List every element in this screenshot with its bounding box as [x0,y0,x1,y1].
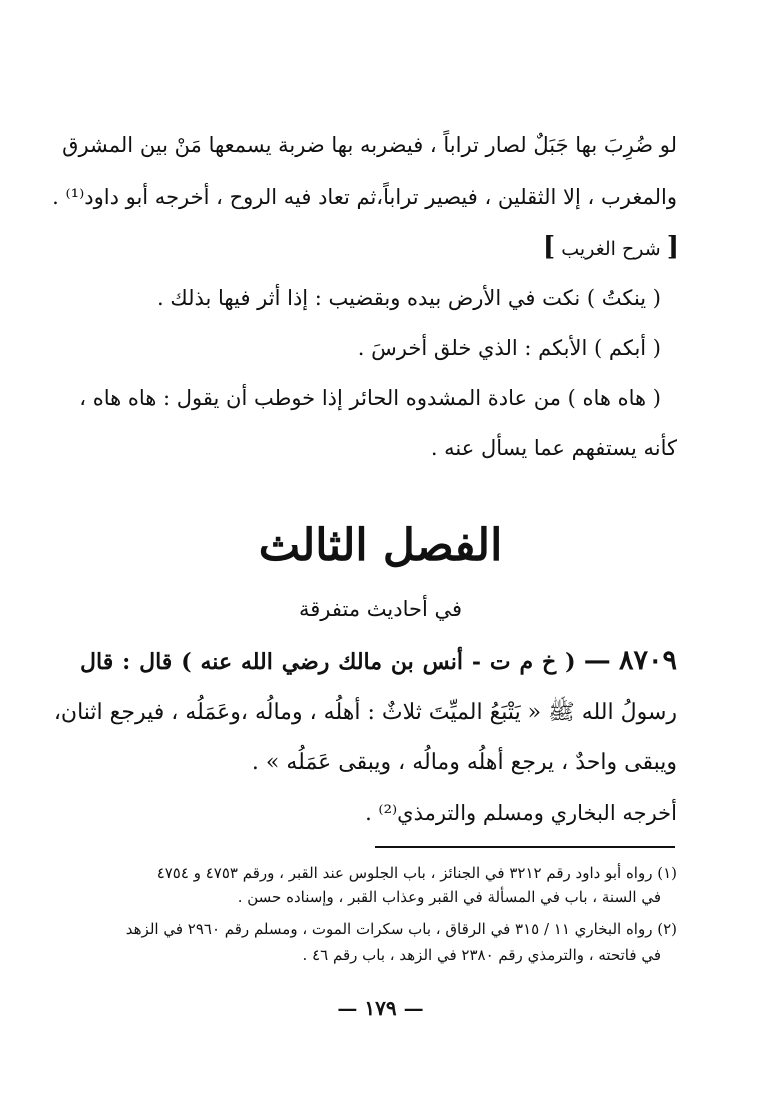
hadith-line-2: رسولُ الله ﷺ « يَتْبَعُ الميِّتَ ثلاثٌ : أهلُه ، ومالُه ،وعَمَلُه ، فيرجع اثنان، [53,700,677,725]
gloss-entry-3: ( هاه هاه ) من عادة المشدوه الحائر إذا خوطب أن يقول : هاه هاه ، [79,386,661,410]
hadith-heading [80,644,677,680]
hadith-number-dash: — [583,645,611,676]
page-number: — ١٧٩ — [337,996,424,1020]
footnote-separator [375,846,675,848]
footnote-1: (١) رواه أبو داود رقم ٣٢١٢ في الجنائز ، باب الجلوس عند القبر ، ورقم ٤٧٥٣ و ٤٧٥٤ [156,864,677,882]
text-line-2: والمغرب ، إلا الثقلين ، فيصير تراباً،ثم تعاد فيه الروح ، أخرجه أبو داود⁽¹⁾ . [52,185,677,209]
gloss-entry-2: ( أبكم ) الأبكم : الذي خلق أخرسَ . [357,336,661,360]
gloss-heading [543,232,679,264]
footnote-2-continued: في فاتحته ، والترمذي رقم ٢٣٨٠ في الزهد ، باب رقم ٤٦ . [302,946,661,964]
gloss-heading-text: شرح الغريب [561,238,661,260]
hadith-line-3: ويبقى واحدٌ ، يرجع أهلُه ومالُه ، ويبقى عَمَلُه » . [251,750,677,775]
footnote-2: (٢) رواه البخاري ١١ / ٣١٥ في الرقاق ، باب سكرات الموت ، ومسلم رقم ٢٩٦٠ في الزهد [125,920,677,938]
footnote-1-continued: في السنة ، باب في المسألة في القبر وعذاب القبر ، وإسناده حسن . [237,888,661,906]
gloss-entry-1: ( ينكتُ ) نكت في الأرض بيده وبقضيب : إذا أثر فيها بذلك . [157,286,661,310]
text-line-1: لو ضُرِبَ بها جَبَلٌ لصار تراباً ، فيضربه بها ضربة يسمعها مَنْ بين المشرق [62,133,677,157]
chapter-title: الفصل الثالث [258,520,503,571]
hadith-number: ٨٧٠٩ [618,645,677,676]
hadith-source: ( خ م ت - أنس بن مالك رضي الله عنه ) قال : قال [80,649,576,675]
hadith-attribution: أخرجه البخاري ومسلم والترمذي⁽²⁾ . [365,801,677,825]
gloss-entry-3-continued: كأنه يستفهم عما يسأل عنه . [430,436,677,460]
chapter-subtitle: في أحاديث متفرقة [298,597,463,621]
gloss-heading-open-bracket: [ [666,232,679,262]
gloss-heading-close-bracket: ] [542,232,556,262]
